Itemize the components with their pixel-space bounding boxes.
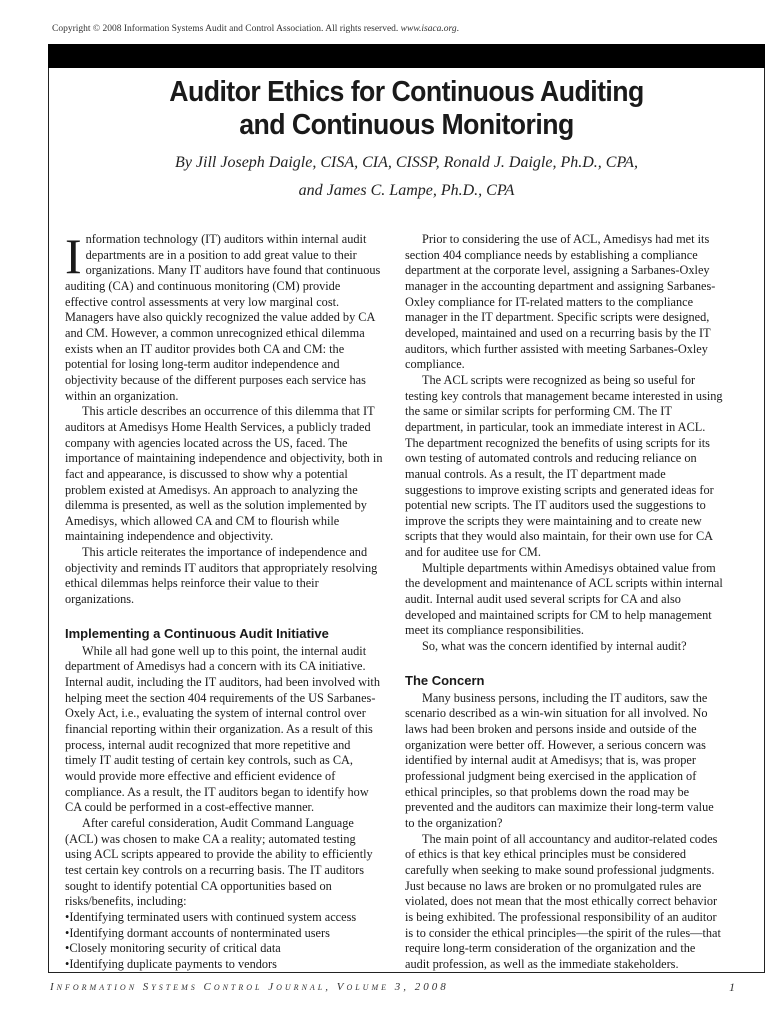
article-title bbox=[77, 76, 737, 142]
body-paragraph: Prior to considering the use of ACL, Amedisys had met its section 404 compliance needs by establishing a compliance department at the corporate level, assigning a Sarbanes-Oxley manager in the accounting department and assigning Sarbanes-Oxley compliance for IT-related matters to the compliance manager in the IT department. Specific scripts were designed, developed, maintained and used on a recurring basis by the IT auditors, which further assisted with meeting Sarbanes-Oxley compliance. bbox=[405, 232, 716, 372]
title-line-1: Auditor Ethics for Continuous Auditing bbox=[169, 76, 644, 108]
copyright-notice: Copyright © 2008 Information Systems Audit and Control Association. All rights reserved. www.isaca.org. bbox=[52, 24, 459, 34]
copyright-text: Copyright © 2008 Information Systems Audit and Control Association. All rights reserved. bbox=[52, 24, 399, 34]
body-paragraph: Many business persons, including the IT auditors, saw the scenario described as a win-win situation for all involved. No laws had been broken and persons inside and outside of the organization were better off. However, a serious concern was identified by internal audit at Amedisys; that is, was proper professional judgment being exercised in the application of ethical principles, so that problems down the road may be prevented and the auditors can maximize their long-term value to the organization? bbox=[405, 690, 714, 830]
body-paragraph: Multiple departments within Amedisys obtained value from the development and maintenance of ACL scripts within internal audit. Internal audit used several scripts for CA and also developed and maintained scripts for CM to help management meet its compliance responsibilities. bbox=[405, 560, 723, 638]
right-column bbox=[405, 232, 723, 973]
body-paragraph: While all had gone well up to this point, the internal audit department of Amedisys had a concern with its CA initiative. Internal audit, including the IT auditors, had been involved with helping meet the section 404 requirements of the US Sarbanes-Oxely Act, i.e., evaluating the system of internal control over financial reporting within their organization. As a result of this process, internal audit recognized that more repetitive and timely IT audit testing of certain key controls, such as CA, would provide more effective and efficient evidence of compliance. As a result, the IT auditors began to identify how CA could be performed in a cost-effective manner. bbox=[65, 643, 380, 815]
body-paragraph: The ACL scripts were recognized as being so useful for testing key controls that management became interested in using the same or similar scripts for performing CM. The IT department, in particular, took an immediate interest in ACL. The department recognized the benefits of using scripts for its own testing of automated controls and reducing reliance on manual controls. As a result, the IT department made suggestions to improve existing scripts and generated ideas for potential new scripts. The IT auditors used the suggestions to improve the scripts they were maintaining and to create new scripts that they would also maintain, for their own use for CA and for auditee use for CM. bbox=[405, 372, 723, 560]
list-item: • Identifying terminated users with continued system access bbox=[65, 910, 383, 926]
body-paragraph: After careful consideration, Audit Command Language (ACL) was chosen to make CA a reality; automated testing using ACL scripts appeared to provide the ability to efficiently test certain key controls on a recurring basis. The IT auditors sought to identify potential CA opportunities based on risks/benefits, including: bbox=[65, 815, 373, 909]
author-byline bbox=[48, 149, 765, 205]
list-item: • Identifying dormant accounts of nonterminated users bbox=[65, 926, 383, 942]
footer-rule bbox=[48, 972, 765, 973]
body-paragraph: So, what was the concern identified by internal audit? bbox=[422, 639, 687, 654]
bullet-list bbox=[65, 910, 383, 973]
header-bar bbox=[48, 44, 765, 68]
byline-line-2: and James C. Lampe, Ph.D., CPA bbox=[298, 182, 515, 199]
title-line-2: and Continuous Monitoring bbox=[239, 109, 574, 141]
body-paragraph: This article reiterates the importance of independence and objectivity and reminds IT auditors that appropriately resolving ethical dilemmas helps reinforce their value to their organizations. bbox=[65, 545, 378, 607]
intro-paragraph: Information technology (IT) auditors within internal audit departments are in a position to add great value to their organizations. Many IT auditors have found that continuous auditing (CA) and continuous monitoring (CM) provide effective control assessments at very low marginal cost. Managers have also quickly recognized the value added by CA and CM. However, a common unrecognized ethical dilemma exists when an IT auditor provides both CA and CM: the potential for losing long-term auditor independence and objectivity because of the different purposes each service has within an organization. bbox=[65, 228, 381, 403]
section-heading: Implementing a Continuous Audit Initiative bbox=[65, 625, 329, 641]
body-paragraph: The main point of all accountancy and auditor-related codes of ethics is that key ethical principles must be considered carefully when seeking to make sound professional judgments. Just because no laws are broken or no promulgated rules are violated, does not mean that the most ethically correct behavior is being exhibited. The professional responsibility of an auditor is to consider the ethical principles—the spirit of the rules—that require long-term consideration of the organization and the audit profession, as well as the immediate stakeholders. bbox=[405, 831, 721, 971]
list-item: • Identifying duplicate payments to vendors bbox=[65, 957, 383, 973]
list-item: • Closely monitoring security of critical data bbox=[65, 941, 383, 957]
journal-footer: Information Systems Control Journal, Volume 3, 2008 bbox=[50, 981, 449, 993]
left-column bbox=[65, 228, 383, 973]
body-paragraph: This article describes an occurrence of this dilemma that IT auditors at Amedisys Home Health Services, a publicly traded company with agencies located across the US, faced. The importance of maintaining independence and objectivity, both in fact and appearance, is discussed to show why a potential problem existed at Amedisys. An approach to analyzing the dilemma is presented, as well as the solution implemented by Amedisys, which allowed CA and CM to flourish while maintaining independence and objectivity. bbox=[65, 404, 383, 544]
page-number: 1 bbox=[729, 980, 735, 994]
drop-cap: I bbox=[65, 228, 82, 284]
section-heading: The Concern bbox=[405, 672, 485, 688]
copyright-url[interactable]: www.isaca.org bbox=[400, 24, 457, 34]
byline-line-1: By Jill Joseph Daigle, CISA, CIA, CISSP, Ronald J. Daigle, Ph.D., CPA, bbox=[175, 154, 638, 171]
